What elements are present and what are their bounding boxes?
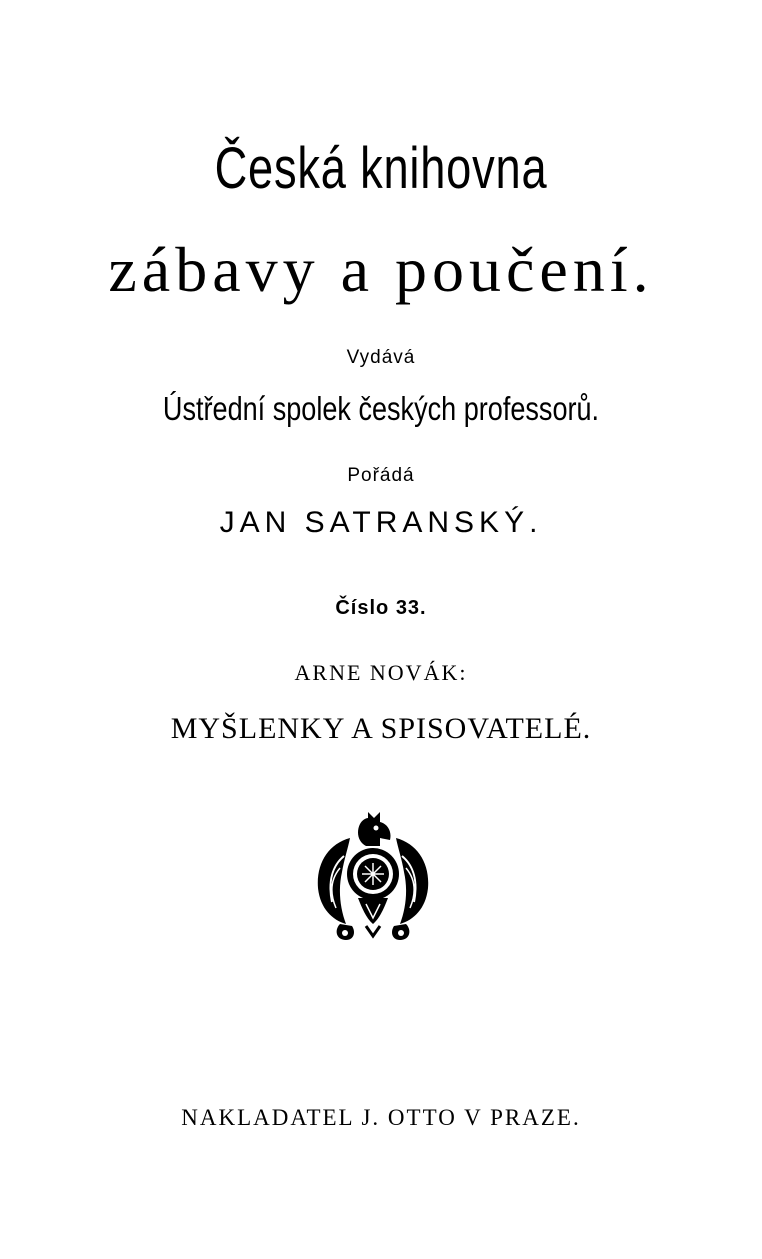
editor-name: JAN SATRANSKÝ. — [219, 506, 543, 539]
publisher-imprint: NAKLADATEL J. OTTO V PRAZE. — [181, 1105, 581, 1130]
volume-number: Číslo 33. — [335, 597, 427, 619]
eagle-emblem-icon — [310, 808, 436, 946]
series-title-line-1: Česká knihovna — [214, 136, 548, 201]
published-by-label: Vydává — [346, 347, 416, 368]
edited-by-label: Pořádá — [347, 465, 415, 486]
series-title-line-2: zábavy a poučení. — [108, 234, 654, 305]
author-name: ARNE NOVÁK: — [294, 660, 468, 685]
publisher-name: Ústřední spolek českých professorů. — [162, 390, 600, 427]
work-title: MYŠLENKY A SPISOVATELÉ. — [170, 712, 592, 745]
